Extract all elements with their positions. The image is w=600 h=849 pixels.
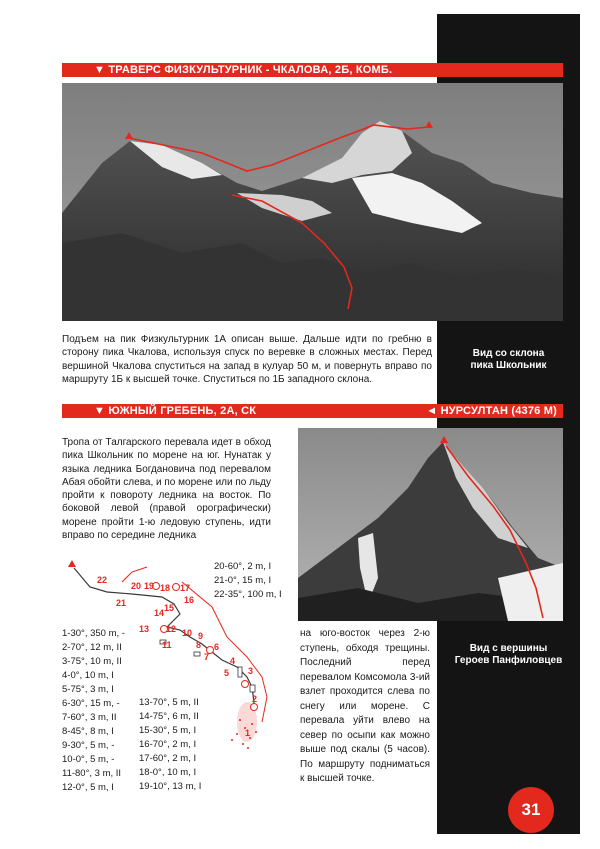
route-pitches-top: [214, 560, 282, 602]
pitch-item: 20-60°, 2 m, I: [214, 561, 272, 572]
topo-number-22: 22: [97, 575, 108, 585]
section2-title: ▼ ЮЖНЫЙ ГРЕБЕНЬ, 2А, СК: [94, 405, 257, 417]
topo-number-5: 5: [224, 668, 230, 678]
pitch-item: 7-60°, 3 m, II: [62, 712, 117, 723]
pitch-item: 22-35°, 100 m, I: [214, 589, 282, 600]
traverse-photo: [62, 83, 563, 321]
section2-header: [62, 404, 563, 418]
topo-number-2: 2: [252, 694, 258, 704]
topo-number-15: 15: [164, 603, 175, 613]
pitch-item: 14-75°, 6 m, II: [139, 711, 199, 722]
topo-number-8: 8: [196, 640, 202, 650]
topo-number-10: 10: [182, 628, 193, 638]
topo-number-20: 20: [131, 581, 142, 591]
topo-number-11: 11: [162, 640, 172, 650]
topo-number-1: 1: [245, 728, 251, 738]
pitch-item: 13-70°, 5 m, II: [139, 697, 199, 708]
pitch-item: 16-70°, 2 m, I: [139, 739, 197, 750]
topo-number-13: 13: [139, 624, 150, 634]
topo-number-9: 9: [198, 631, 204, 641]
pitch-item: 6-30°, 15 m, -: [62, 698, 120, 709]
pitch-item: 8-45°, 8 m, I: [62, 726, 114, 737]
pitch-item: 18-0°, 10 m, I: [139, 767, 197, 778]
pitch-item: 3-75°, 10 m, II: [62, 656, 122, 667]
pitch-item: 9-30°, 5 m, -: [62, 740, 115, 751]
peak-image: [298, 428, 563, 621]
photo2-caption-line2: Героев Панфиловцев: [454, 655, 563, 666]
section2-description: Тропа от Талгарского перевала идет в обход пика Школьник по морене на юг. Нунатак у языка ледника Богдановича под перевалом Абая обойти слева, и по морене или по льду пройти к повороту ледника на восток. По боковой левой (правой орографически) морене пройти 1-ю ледовую ступень, идти вправо по середине ледника: [62, 437, 271, 542]
topo-number-12: 12: [166, 624, 177, 634]
topo-number-21: 21: [116, 598, 127, 608]
pitch-item: 17-60°, 2 m, I: [139, 753, 197, 764]
page-number-badge: 31: [508, 787, 554, 833]
pitch-item: 5-75°, 3 m, I: [62, 684, 114, 695]
pitch-item: 2-70°, 12 m, II: [62, 642, 122, 653]
nursultan-photo: [298, 428, 563, 621]
topo-number-18: 18: [160, 583, 171, 593]
topo-number-19: 19: [144, 581, 155, 591]
photo1-caption-line2: пика Школьник: [470, 360, 547, 371]
topo-number-7: 7: [204, 652, 210, 662]
photo1-caption-line1: Вид со склона: [472, 348, 545, 359]
section1-description: Подъем на пик Физкультурник 1А описан выше. Дальше идти по гребню в сторону пика Чкалова, используя спуск по веревке в сложных местах. Перед вершиной Чкалова спуститься на запад в кулуар 50 м, и повернуть вправо по маршруту 1Б к высшей точке. Спуститься по 1Б западного склона.: [62, 334, 432, 385]
summit-marker-icon: [68, 560, 76, 567]
pitch-item: 11-80°, 3 m, II: [62, 768, 122, 779]
mountain-panorama-image: [62, 83, 563, 321]
pitch-item: 4-0°, 10 m, I: [62, 670, 114, 681]
section2-description-continued: на юго-восток через 2-ю ступень, обходя трещины. Последний перед перевалом Комсомола 3-ий взлет проходится слева по снегу или морене. С перевала уйти влево на север по осыпи как можно выше под скалы (5 часов). По маршруту подниматься к высшей точке.: [300, 628, 430, 784]
pitch-item: 12-0°, 5 m, I: [62, 782, 114, 793]
topo-number-14: 14: [154, 608, 165, 618]
section1-title: ▼ ТРАВЕРС ФИЗКУЛЬТУРНИК - ЧКАЛОВА, 2Б, КОМБ.: [94, 64, 393, 76]
topo-number-4: 4: [230, 656, 236, 666]
route-pitches-middle: [139, 696, 201, 794]
photo2-caption-line1: Вид с вершины: [469, 643, 548, 654]
pitch-item: 15-30°, 5 m, I: [139, 725, 197, 736]
pitch-item: 10-0°, 5 m, -: [62, 754, 115, 765]
pitch-item: 21-0°, 15 m, I: [214, 575, 272, 586]
topo-number-6: 6: [214, 642, 220, 652]
section1-header: [62, 63, 563, 77]
topo-number-3: 3: [248, 666, 254, 676]
topo-number-17: 17: [180, 583, 191, 593]
topo-number-16: 16: [184, 595, 195, 605]
pitch-item: 1-30°, 350 m, -: [62, 628, 125, 639]
section2-peak-name: ◄ НУРСУЛТАН (4376 М): [426, 405, 557, 417]
pitch-item: 19-10°, 13 m, I: [139, 781, 202, 792]
route-pitches-left: [62, 627, 125, 795]
